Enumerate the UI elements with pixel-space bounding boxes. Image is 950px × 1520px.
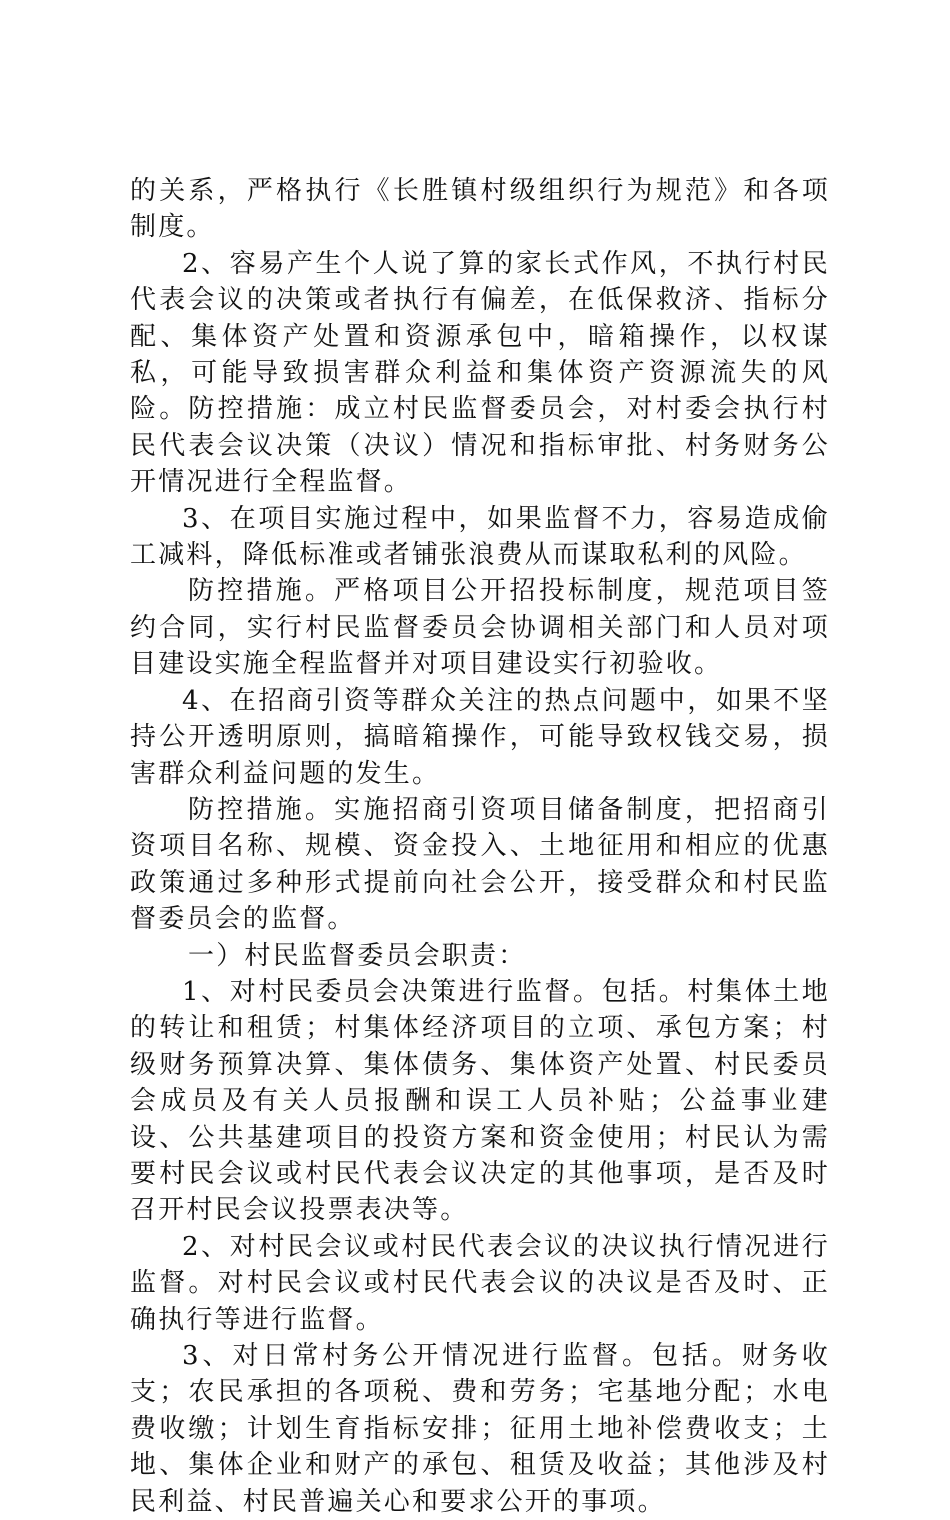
paragraph-3: 3、在项目实施过程中，如果监督不力，容易造成偷工减料，降低标准或者铺张浪费从而谋取私利的风险。	[130, 503, 830, 571]
paragraph-6: 防控措施。实施招商引资项目储备制度，把招商引资项目名称、规模、资金投入、土地征用和相应的优惠政策通过多种形式提前向社会公开，接受群众和村民监督委员会的监督。	[130, 794, 830, 935]
paragraph-2: 2、容易产生个人说了算的家长式作风，不执行村民代表会议的决策或者执行有偏差，在低保救济、指标分配、集体资产处置和资源承包中，暗箱操作，以权谋私，可能导致损害群众利益和集体资产资源流失的风险。防控措施：成立村民监督委员会，对村委会执行村民代表会议决策（决议）情况和指标审批、村务财务公开情况进行全程监督。	[130, 248, 830, 498]
paragraph-7: 一）村民监督委员会职责：	[188, 940, 527, 971]
paragraph-10: 3、对日常村务公开情况进行监督。包括。财务收支；农民承担的各项税、费和劳务；宅基地分配；水电费收缴；计划生育指标安排；征用土地补偿费收支；土地、集体企业和财产的承包、租赁及收益；其他涉及村民利益、村民普遍关心和要求公开的事项。	[130, 1341, 830, 1517]
paragraph-4: 防控措施。严格项目公开招投标制度，规范项目签约合同，实行村民监督委员会协调相关部门和人员对项目建设实施全程监督并对项目建设实行初验收。	[130, 576, 830, 680]
document-body	[130, 173, 830, 1520]
paragraph-9: 2、对村民会议或村民代表会议的决议执行情况进行监督。对村民会议或村民代表会议的决议是否及时、正确执行等进行监督。	[130, 1231, 830, 1335]
paragraph-8: 1、对村民委员会决策进行监督。包括。村集体土地的转让和租赁；村集体经济项目的立项、承包方案；村级财务预算决算、集体债务、集体资产处置、村民委员会成员及有关人员报酬和误工人员补贴；公益事业建设、公共基建项目的投资方案和资金使用；村民认为需要村民会议或村民代表会议决定的其他事项，是否及时召开村民会议投票表决等。	[130, 976, 830, 1226]
paragraph-1: 的关系，严格执行《长胜镇村级组织行为规范》和各项制度。	[130, 176, 830, 243]
paragraph-5: 4、在招商引资等群众关注的热点问题中，如果不坚持公开透明原则，搞暗箱操作，可能导致权钱交易，损害群众利益问题的发生。	[130, 685, 830, 789]
